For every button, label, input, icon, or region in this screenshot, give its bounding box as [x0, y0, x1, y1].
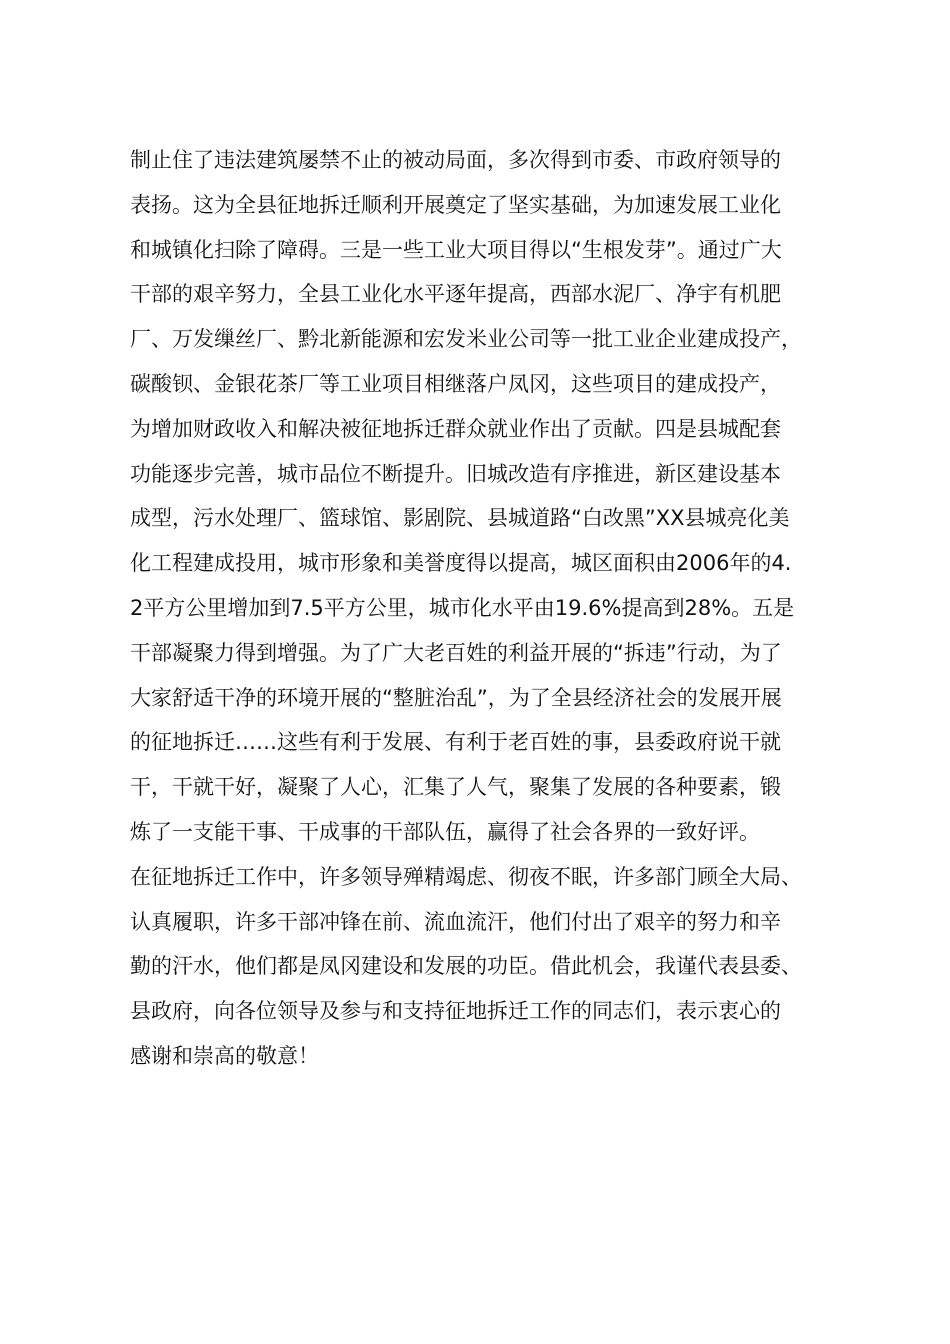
text-line: 为增加财政收入和解决被征地拆迁群众就业作出了贡献。四是县城配套 [130, 416, 781, 441]
text-line: 功能逐步完善，城市品位不断提升。旧城改造有序推进，新区建设基本 [130, 461, 781, 486]
text-line: 在征地拆迁工作中，许多领导殚精竭虑、彻夜不眠，许多部门顾全大局、 [130, 864, 802, 889]
text-line: 2平方公里增加到7.5平方公里，城市化水平由19.6%提高到28%。五是 [130, 595, 795, 620]
text-line: 县政府，向各位领导及参与和支持征地拆迁工作的同志们，表示衷心的 [130, 999, 781, 1024]
text-line: 厂、万发缫丝厂、黔北新能源和宏发米业公司等一批工业企业建成投产， [130, 327, 802, 352]
text-line: 化工程建成投用，城市形象和美誉度得以提高，城区面积由2006年的4. [130, 551, 792, 576]
text-line: 勤的汗水，他们都是凤冈建设和发展的功臣。借此机会，我谨代表县委、 [130, 954, 802, 979]
text-line: 认真履职，许多干部冲锋在前、流血流汗，他们付出了艰辛的努力和辛 [130, 909, 781, 934]
text-line: 干部的艰辛努力，全县工业化水平逐年提高，西部水泥厂、净宇有机肥 [130, 282, 781, 307]
text-line: 表扬。这为全县征地拆迁顺利开展奠定了坚实基础，为加速发展工业化 [130, 192, 781, 217]
document-body [130, 138, 842, 1079]
text-line: 碳酸钡、金银花茶厂等工业项目相继落户凤冈，这些项目的建成投产， [130, 371, 781, 396]
text-line: 的征地拆迁……这些有利于发展、有利于老百姓的事，县委政府说干就 [130, 730, 781, 755]
text-line: 大家舒适干净的环境开展的“整脏治乱”，为了全县经济社会的发展开展 [130, 685, 782, 710]
text-line: 干部凝聚力得到增强。为了广大老百姓的利益开展的“拆违”行动，为了 [130, 640, 782, 665]
text-line: 炼了一支能干事、干成事的干部队伍，赢得了社会各界的一致好评。 [130, 819, 760, 844]
text-line: 感谢和崇高的敬意！ [130, 1043, 319, 1068]
text-line: 和城镇化扫除了障碍。三是一些工业大项目得以“生根发芽”。通过广大 [130, 237, 782, 262]
text-line: 干，干就干好，凝聚了人心，汇集了人气，聚集了发展的各种要素，锻 [130, 775, 781, 800]
text-line: 成型，污水处理厂、篮球馆、影剧院、县城道路“白改黑”XX县城亮化美 [130, 506, 790, 531]
text-line: 制止住了违法建筑屡禁不止的被动局面，多次得到市委、市政府领导的 [130, 148, 781, 172]
